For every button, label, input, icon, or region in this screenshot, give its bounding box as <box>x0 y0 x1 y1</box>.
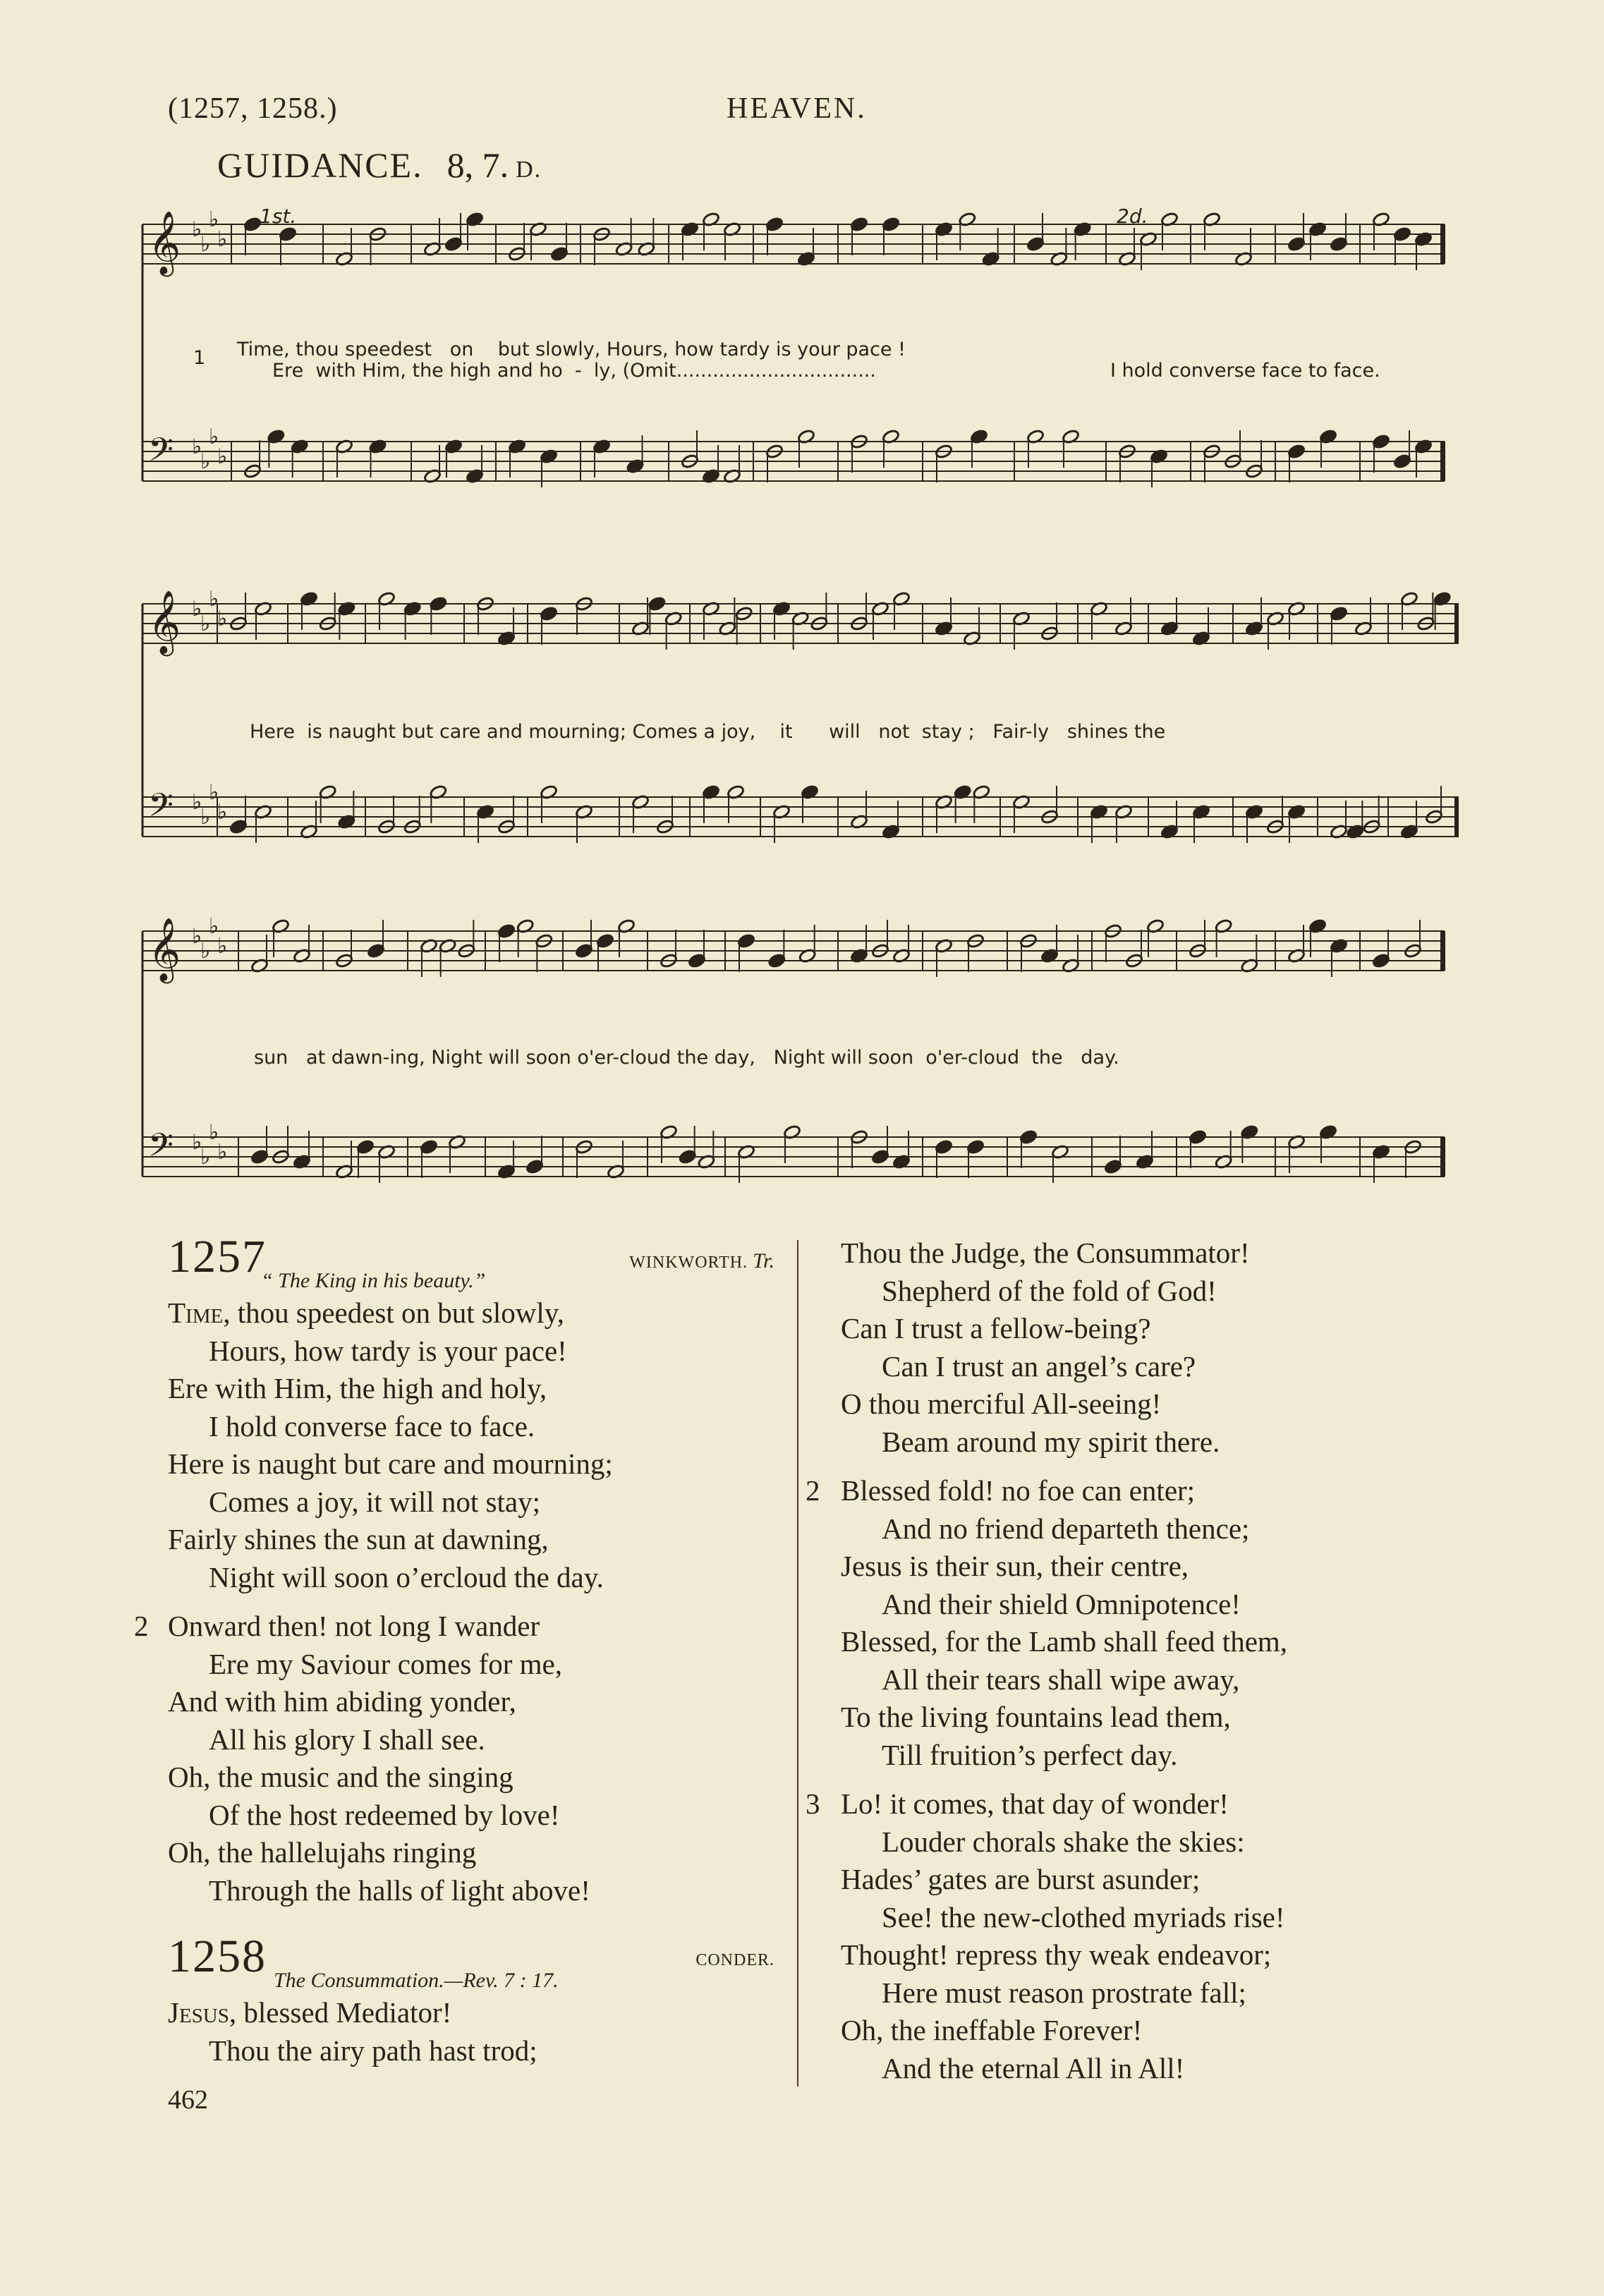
music-system-1 <box>133 190 1459 522</box>
hymn-number: 1258 <box>168 1931 267 1982</box>
second-ending-label: 2d. <box>1117 205 1148 228</box>
hymn-reference: The Consummation.—Rev. 7 : 17. <box>274 1969 559 1992</box>
stanza-number: 2 <box>134 1610 149 1642</box>
verse-line: All his glory I shall see. <box>209 1723 485 1756</box>
bass-staff <box>142 1120 1445 1183</box>
verse-line: Jesus, blessed Mediator! <box>168 1996 452 2029</box>
verse-line: Jesus is their sun, their centre, <box>841 1550 1189 1582</box>
treble-staff <box>142 207 1445 277</box>
treble-staff <box>142 587 1459 657</box>
verse-line: Time, thou speedest on but slowly, <box>168 1296 564 1329</box>
bass-staff <box>142 425 1445 487</box>
lyric-ending: I hold converse face to face. <box>1110 360 1380 382</box>
stanza-number: 3 <box>806 1787 820 1820</box>
verse-line: Ere my Saviour comes for me, <box>209 1647 562 1680</box>
tune-name: GUIDANCE. <box>217 145 423 185</box>
lyric-line-2: Ere with Him, the high and ho - ly, (Omit................................. <box>272 360 876 382</box>
flat-icon: ♭ <box>200 1145 211 1170</box>
verse-line: Shepherd of the fold of God! <box>882 1274 1217 1307</box>
verse-line: Through the halls of light above! <box>209 1873 590 1907</box>
verse-line: Fairly shines the sun at dawning, <box>168 1523 549 1555</box>
hymn-1258-heading <box>168 1931 774 1994</box>
flat-icon: ♭ <box>209 207 219 232</box>
verse-line: Hades’ gates are burst asunder; <box>841 1863 1201 1895</box>
bass-clef-icon: 𝄢 <box>148 431 174 477</box>
verse-line: O thou merciful All-seeing! <box>841 1387 1162 1420</box>
hymn-1257-heading <box>168 1231 774 1294</box>
hymn-author: CONDER. <box>695 1951 774 1969</box>
verse-line: To the living fountains lead them, <box>841 1701 1231 1733</box>
verse-line: Thou the Judge, the Consummator! <box>841 1237 1250 1269</box>
flat-icon: ♭ <box>192 790 202 815</box>
flat-icon: ♭ <box>209 780 219 805</box>
flat-icon: ♭ <box>209 914 219 939</box>
verse-line: Here is naught but care and mourning; <box>168 1447 613 1480</box>
verse-line: 2 Blessed fold! no foe can enter; <box>841 1472 1447 1510</box>
bass-staff <box>142 780 1459 843</box>
flat-icon: ♭ <box>217 607 228 631</box>
flat-icon: ♭ <box>209 425 219 449</box>
hymn-1258-continued <box>806 1234 1447 2087</box>
first-ending-label: 1st. <box>260 205 297 228</box>
flat-icon: ♭ <box>209 1120 219 1145</box>
music-system-3 <box>133 910 1459 1213</box>
hymn-epigraph: “ The King in his beauty.” <box>261 1269 486 1292</box>
flat-icon: ♭ <box>192 217 202 242</box>
verse-line: 3 Lo! it comes, that day of wonder! <box>841 1785 1447 1823</box>
verse-line: Oh, the music and the singing <box>168 1761 514 1793</box>
hymn-number: 1257 <box>168 1231 267 1282</box>
verse-line: 2 Onward then! not long I wander <box>168 1608 774 1646</box>
flat-icon: ♭ <box>209 587 219 612</box>
bass-clef-icon: 𝄢 <box>148 1126 174 1172</box>
hymn-author: WINKWORTH. Tr. <box>629 1249 774 1272</box>
page-number: 462 <box>168 2085 208 2115</box>
flat-icon: ♭ <box>217 444 228 469</box>
verse-line: Thou the airy path hast trod; <box>209 2034 537 2067</box>
verse-line: Oh, the hallelujahs ringing <box>168 1836 477 1869</box>
verse-line: I hold converse face to face. <box>209 1409 535 1442</box>
hymn-1257 <box>134 1231 774 2070</box>
lyric-line-4: sun at dawn-ing, Night will soon o'er-cloud the day, Night will soon o'er-cloud the day. <box>254 1047 1119 1069</box>
treble-clef-icon: 𝄞 <box>148 590 181 654</box>
verse-number: 1 <box>193 347 206 369</box>
treble-clef-icon: 𝄞 <box>148 211 181 274</box>
verse-line: Of the host redeemed by love! <box>209 1798 560 1831</box>
verse-line: Can I trust an angel’s care? <box>882 1349 1196 1383</box>
flat-icon: ♭ <box>217 934 228 959</box>
tune-meter: 8, 7. <box>446 145 509 185</box>
flat-icon: ♭ <box>200 232 211 257</box>
column-divider <box>797 1240 798 2087</box>
verse-line: And their shield Omnipotence! <box>882 1587 1241 1620</box>
flat-icon: ♭ <box>217 800 228 825</box>
verse-line: Can I trust a fellow-being? <box>841 1312 1151 1344</box>
verse-line: Night will soon o’ercloud the day. <box>209 1560 604 1593</box>
lyric-line-3: Here is naught but care and mourning; Comes a joy, it will not stay ; Fair-ly shines the <box>250 721 1166 743</box>
hymn-number-range: (1257, 1258.) <box>168 92 338 125</box>
flat-icon: ♭ <box>192 435 202 459</box>
section-title: HEAVEN. <box>727 92 867 125</box>
verse-line: And no friend departeth thence; <box>882 1512 1250 1545</box>
verse-line: Comes a joy, it will not stay; <box>209 1485 540 1518</box>
flat-icon: ♭ <box>192 597 202 621</box>
verse-line: Beam around my spirit there. <box>882 1425 1220 1458</box>
flat-icon: ♭ <box>192 1130 202 1155</box>
bass-clef-icon: 𝄢 <box>148 786 174 832</box>
verse-line: See! the new-clothed myriads rise! <box>882 1900 1285 1933</box>
flat-icon: ♭ <box>217 1140 228 1165</box>
flat-icon: ♭ <box>200 449 211 474</box>
music-system-2 <box>133 585 1459 882</box>
verse-line: Thought! repress thy weak endeavor; <box>841 1938 1272 1971</box>
flat-icon: ♭ <box>200 939 211 964</box>
treble-staff <box>142 914 1445 984</box>
verse-line: Blessed, for the Lamb shall feed them, <box>841 1625 1288 1658</box>
verse-line: Here must reason prostrate fall; <box>882 1976 1246 2009</box>
verse-line: And the eternal All in All! <box>882 2051 1185 2084</box>
flat-icon: ♭ <box>217 227 228 252</box>
flat-icon: ♭ <box>192 924 202 949</box>
verse-line: All their tears shall wipe away, <box>882 1663 1240 1696</box>
verse-line: Oh, the ineffable Forever! <box>841 2014 1143 2046</box>
verse-line: Till fruition’s perfect day. <box>882 1738 1178 1771</box>
verse-line: Ere with Him, the high and holy, <box>168 1372 547 1404</box>
lyric-line-1: Time, thou speedest on but slowly, Hours, how tardy is your pace ! <box>237 339 906 360</box>
tune-name-line <box>217 145 542 186</box>
verse-line: Hours, how tardy is your pace! <box>209 1334 567 1367</box>
verse-line: And with him abiding yonder, <box>168 1685 516 1718</box>
verse-line: Louder chorals shake the skies: <box>882 1825 1245 1858</box>
meter-suffix: D. <box>516 157 542 183</box>
treble-clef-icon: 𝄞 <box>148 918 181 981</box>
stanza-number: 2 <box>806 1474 820 1507</box>
flat-icon: ♭ <box>200 805 211 830</box>
flat-icon: ♭ <box>200 612 211 636</box>
